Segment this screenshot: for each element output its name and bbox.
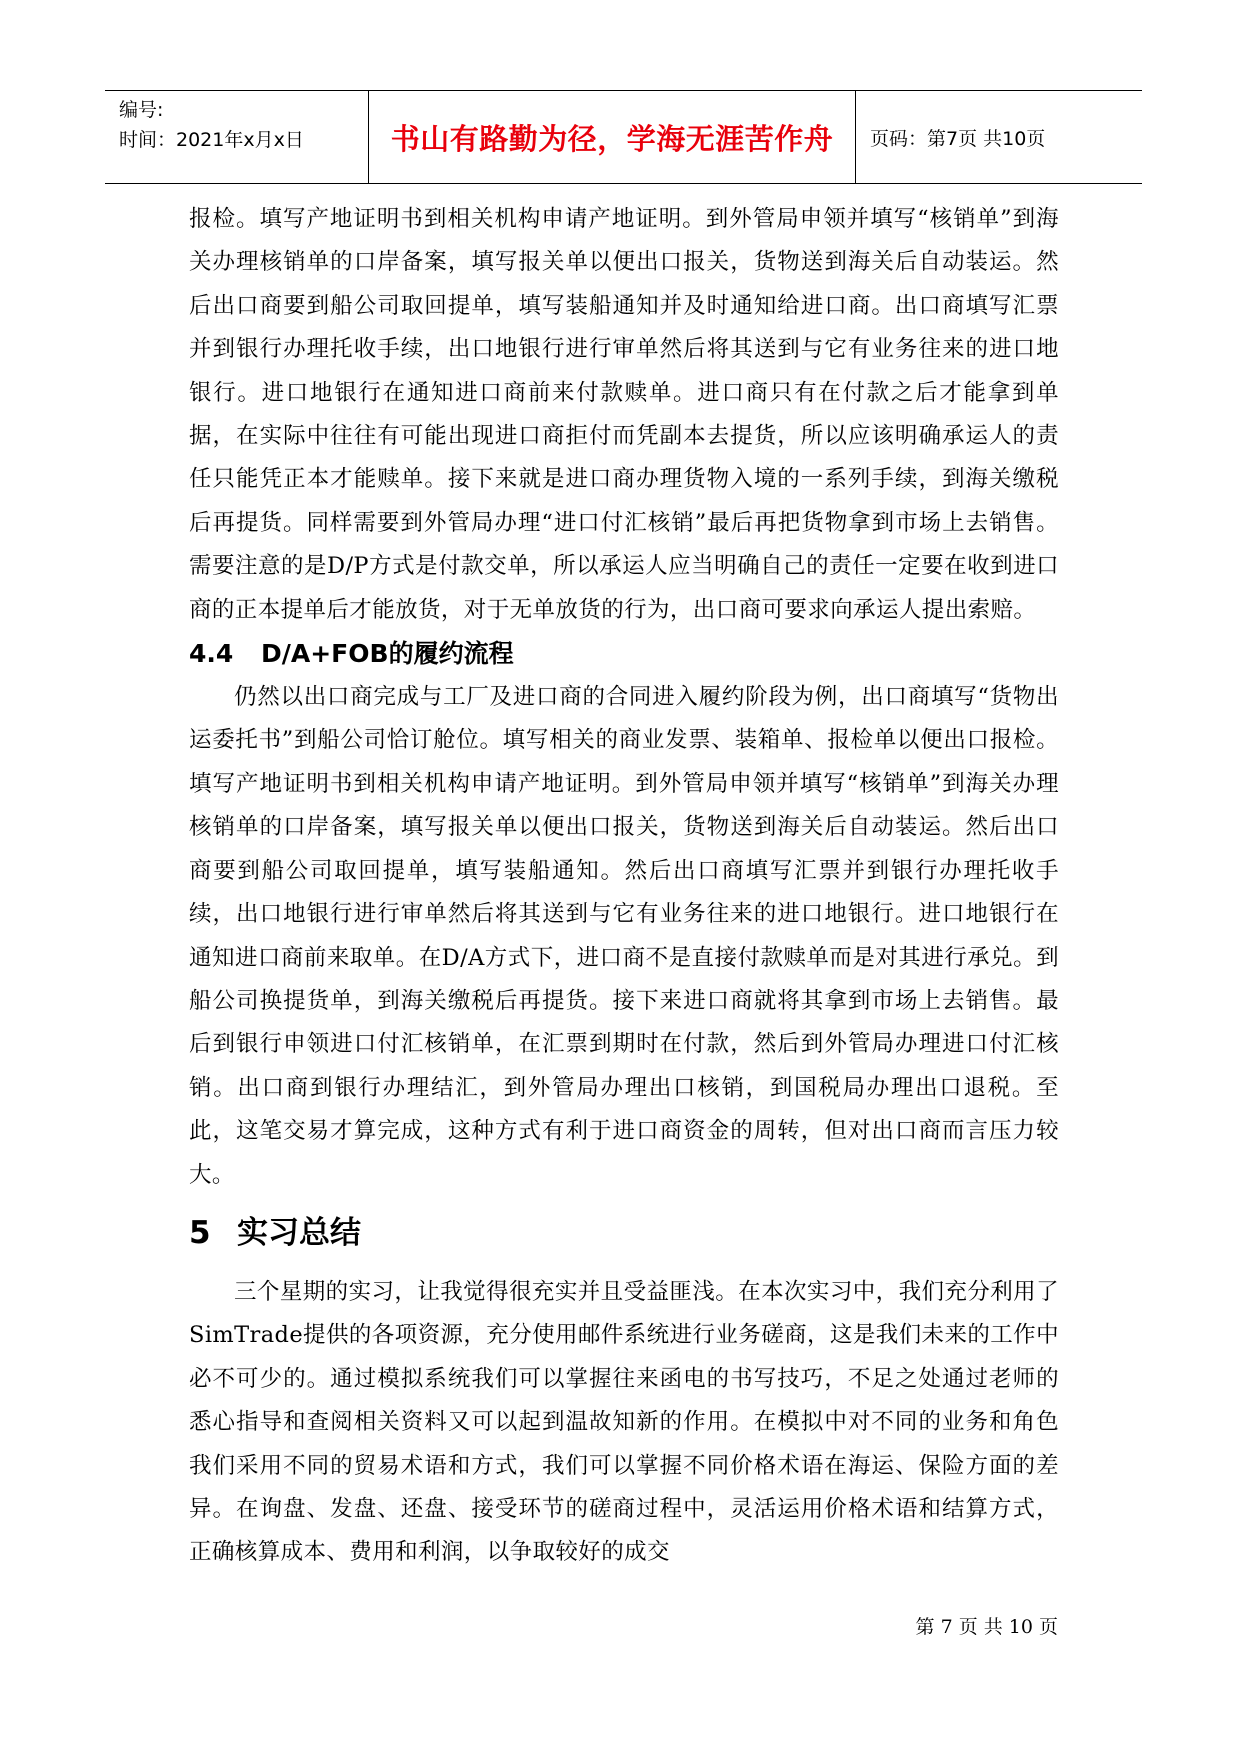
section-number: 4.4 [189,639,234,669]
number-label: 编号: [119,99,164,121]
footer-page-number: 第 7 页 共 10 页 [915,1616,1058,1638]
section-number: 5 [189,1214,211,1251]
section-title: D/A+FOB的履约流程 [261,639,514,669]
header-motto-cell [369,91,856,183]
page-header [105,90,1142,184]
paragraph-summary: 三个星期的实习，让我觉得很充实并且受益匪浅。在本次实习中，我们充分利用了SimTrade提供的各项资源，充分使用邮件系统进行业务磋商，这是我们未来的工作中必不可少的。通过模拟系统我们可以掌握往来函电的书写技巧，不足之处通过老师的悉心指导和查阅相关资料又可以起到温故知新的作用。在模拟中对不同的业务和角色我们采用不同的贸易术语和方式，我们可以掌握不同价格术语在海运、保险方面的差异。在询盘、发盘、还盘、接受环节的磋商过程中，灵活运用价格术语和结算方式，正确核算成本、费用和利润，以争取较好的成交 [189,1278,1059,1566]
header-meta-cell [105,91,369,183]
section-heading-5 [189,1209,1059,1257]
time-label: 时间：2021年x月x日 [119,129,304,151]
motto-text: 书山有路勤为径，学海无涯苦作舟 [390,121,834,156]
section-title: 实习总结 [237,1214,361,1251]
section-heading-4-4 [189,634,1059,674]
paragraph-dp-continued: 报检。填写产地证明书到相关机构申请产地证明。到外管局申领并填写“核销单”到海关办理核销单的口岸备案，填写报关单以便出口报关，货物送到海关后自动装运。然后出口商要到船公司取回提单，填写装船通知并及时通知给进口商。出口商填写汇票并到银行办理托收手续，出口地银行进行审单然后将其送到与它有业务往来的进口地银行。进口地银行在通知进口商前来付款赎单。进口商只有在付款之后才能拿到单据，在实际中往往有可能出现进口商拒付而凭副本去提货，所以应该明确承运人的责任只能凭正本才能赎单。接下来就是进口商办理货物入境的一系列手续，到海关缴税后再提货。同样需要到外管局办理“进口付汇核销”最后再把货物拿到市场上去销售。需要注意的是D/P方式是付款交单，所以承运人应当明确自己的责任一定要在收到进口商的正本提单后才能放货，对于无单放货的行为，出口商可要求向承运人提出索赔。 [189,206,1059,623]
document-body [189,198,1059,1575]
header-page-cell [856,91,1142,183]
page-code: 页码：第7页 共10页 [870,127,1046,150]
paragraph-da-fob: 仍然以出口商完成与工厂及进口商的合同进入履约阶段为例，出口商填写“货物出运委托书”到船公司恰订舱位。填写相关的商业发票、装箱单、报检单以便出口报检。填写产地证明书到相关机构申请产地证明。到外管局申领并填写“核销单”到海关办理核销单的口岸备案，填写报关单以便出口报关，货物送到海关后自动装运。然后出口商要到船公司取回提单，填写装船通知。然后出口商填写汇票并到银行办理托收手续，出口地银行进行审单然后将其送到与它有业务往来的进口地银行。进口地银行在通知进口商前来取单。在D/A方式下，进口商不是直接付款赎单而是对其进行承兑。到船公司换提货单，到海关缴税后再提货。接下来进口商就将其拿到市场上去销售。最后到银行申领进口付汇核销单，在汇票到期时在付款，然后到外管局办理进口付汇核销。出口商到银行办理结汇，到外管局办理出口核销，到国税局办理出口退税。至此，这笔交易才算完成，这种方式有利于进口商资金的周转，但对出口商而言压力较大。 [189,684,1059,1188]
page-footer [0,1612,1058,1639]
